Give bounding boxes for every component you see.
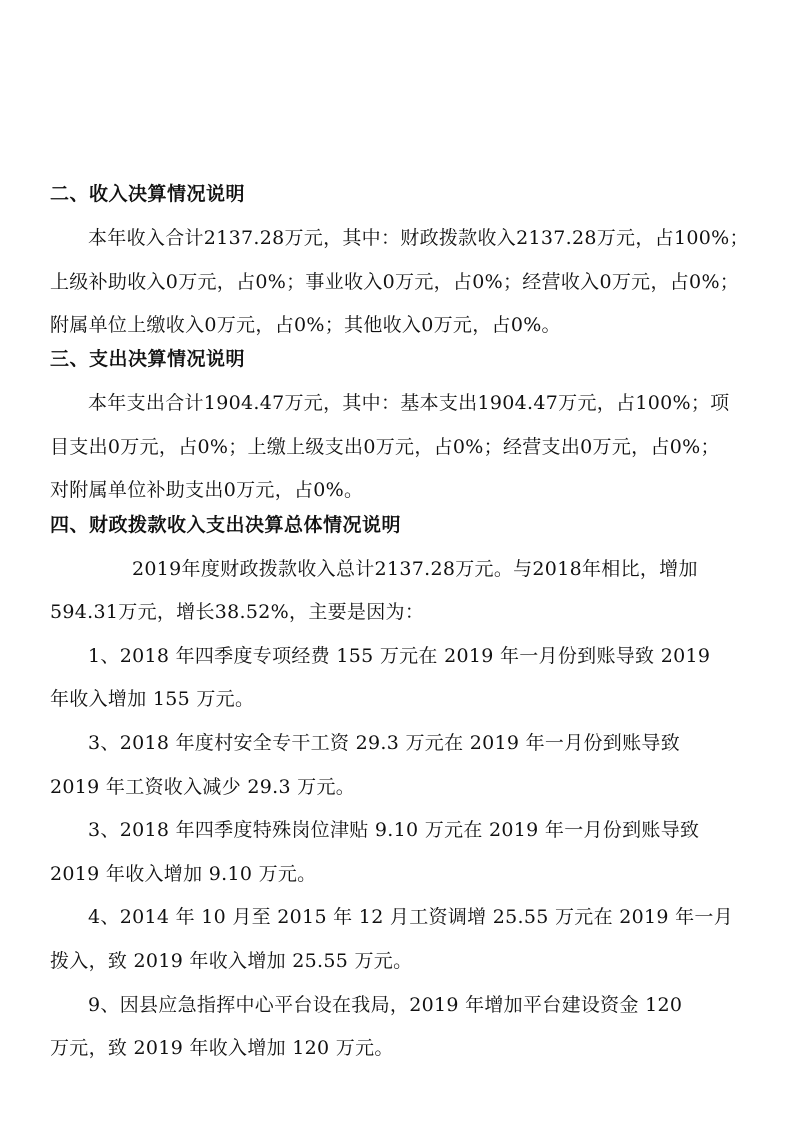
paragraph-line: 2019年度财政拨款收入总计2137.28万元。与2018年相比，增加 xyxy=(132,558,698,580)
paragraph-line: 本年支出合计1904.47万元，其中：基本支出1904.47万元，占100%；项 xyxy=(88,392,730,414)
paragraph-line: 目支出0万元，占0%；上缴上级支出0万元，占0%；经营支出0万元，占0%； xyxy=(50,436,720,458)
paragraph-line: 3、2018 年四季度特殊岗位津贴 9.10 万元在 2019 年一月份到账导致 xyxy=(88,819,700,841)
section-heading-fiscal-appropriation: 四、财政拨款收入支出决算总体情况说明 xyxy=(50,514,402,536)
paragraph-line: 对附属单位补助支出0万元，占0%。 xyxy=(50,479,364,501)
paragraph-line: 拨入，致 2019 年收入增加 25.55 万元。 xyxy=(50,950,413,972)
section-heading-expenditure: 三、支出决算情况说明 xyxy=(50,348,246,370)
paragraph-line: 9、因县应急指挥中心平台设在我局，2019 年增加平台建设资金 120 xyxy=(88,994,683,1016)
paragraph-line: 4、2014 年 10 月至 2015 年 12 月工资调增 25.55 万元在 2019 年一月 xyxy=(88,906,734,928)
paragraph-line: 2019 年收入增加 9.10 万元。 xyxy=(50,863,317,885)
paragraph-line: 上级补助收入0万元，占0%；事业收入0万元，占0%；经营收入0万元，占0%； xyxy=(50,271,740,293)
paragraph-line: 1、2018 年四季度专项经费 155 万元在 2019 年一月份到账导致 2019 xyxy=(88,645,711,667)
paragraph-line: 万元，致 2019 年收入增加 120 万元。 xyxy=(50,1037,394,1059)
paragraph-line: 本年收入合计2137.28万元，其中：财政拨款收入2137.28万元，占100%； xyxy=(88,227,749,249)
paragraph-line: 2019 年工资收入减少 29.3 万元。 xyxy=(50,776,356,798)
paragraph-line: 3、2018 年度村安全专干工资 29.3 万元在 2019 年一月份到账导致 xyxy=(88,732,680,754)
paragraph-line: 594.31万元，增长38.52%，主要是因为： xyxy=(50,601,425,623)
section-heading-income: 二、收入决算情况说明 xyxy=(50,183,246,205)
paragraph-line: 年收入增加 155 万元。 xyxy=(50,688,255,710)
paragraph-line: 附属单位上缴收入0万元，占0%；其他收入0万元，占0%。 xyxy=(50,314,561,336)
